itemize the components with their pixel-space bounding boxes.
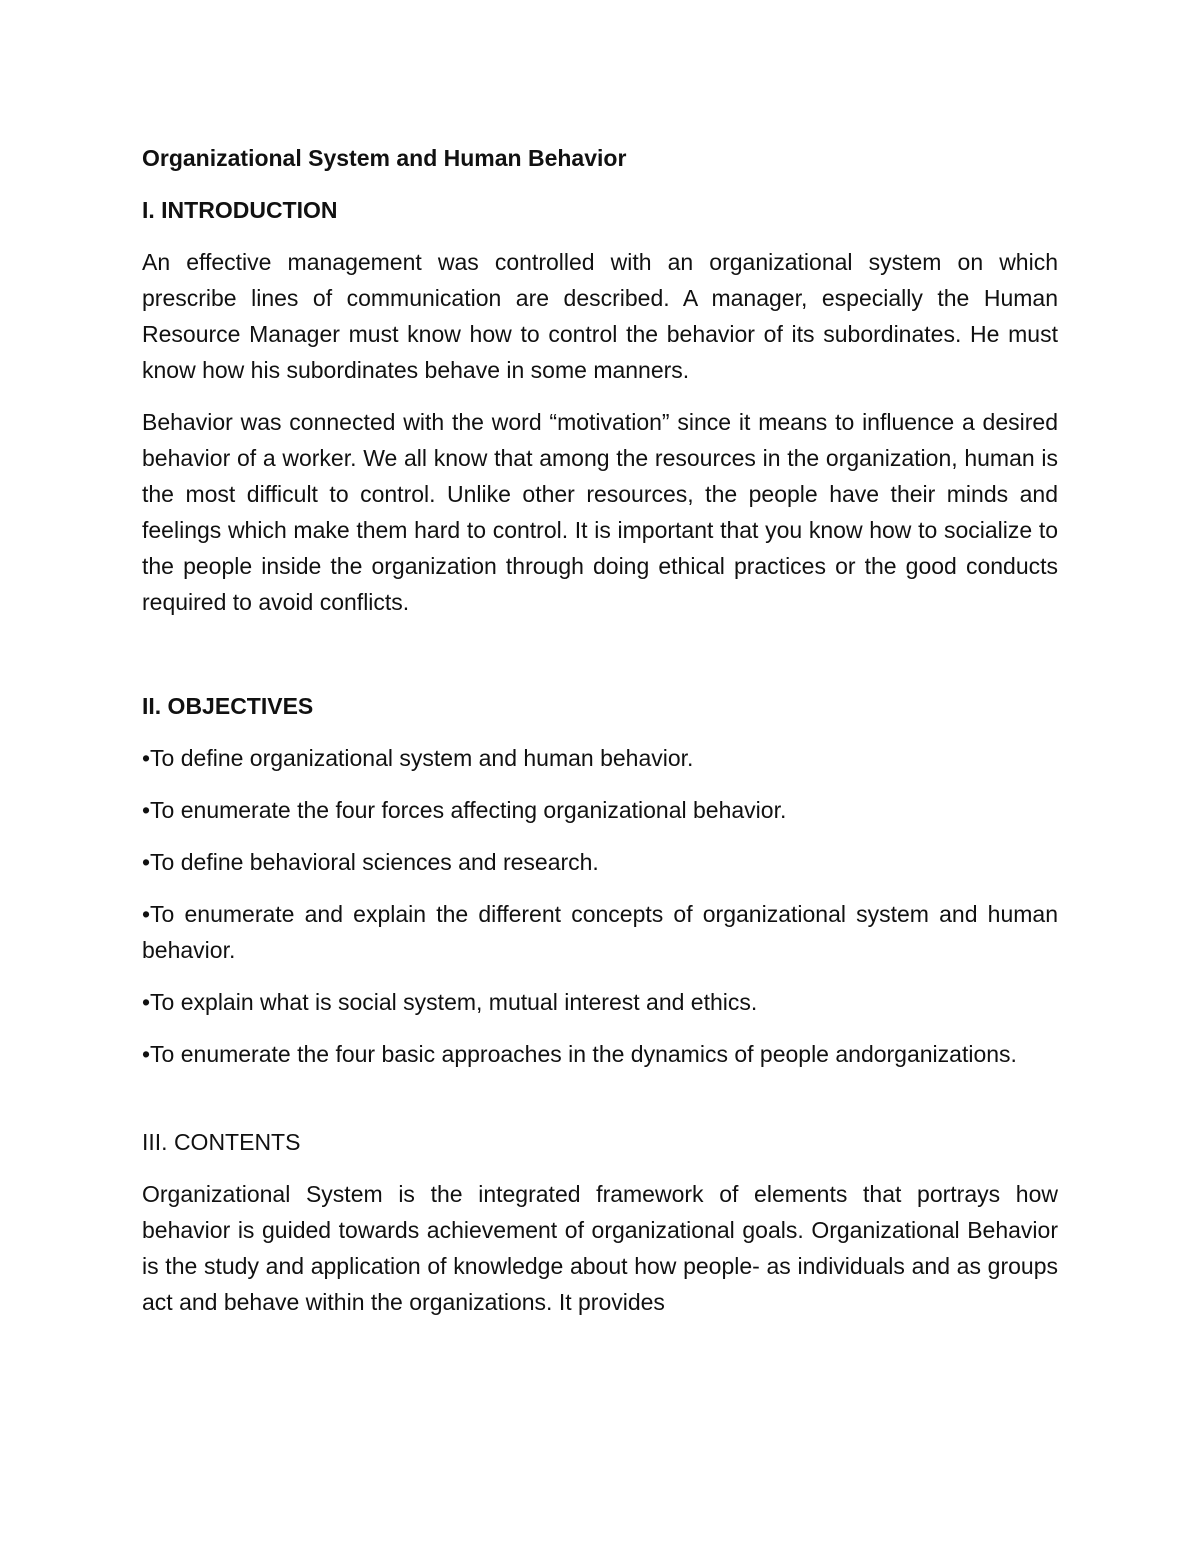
- objective-item: •To define behavioral sciences and research.: [142, 849, 599, 875]
- objective-item: •To explain what is social system, mutual interest and ethics.: [142, 989, 758, 1015]
- objective-item: •To enumerate the four forces affecting organizational behavior.: [142, 797, 787, 823]
- document-title: Organizational System and Human Behavior: [142, 145, 627, 171]
- section-spacer: [142, 636, 1058, 688]
- objective-item: •To enumerate and explain the different concepts of organizational system and human behavior.: [142, 901, 1058, 963]
- section-heading-objectives: II. OBJECTIVES: [142, 693, 314, 719]
- contents-paragraph-1: Organizational System is the integrated framework of elements that portrays how behavior is guided towards achievement of organizational goals. Organizational Behavior is the study and application of knowledge about how people- as individuals and as groups act and behave within the organizations. It provides: [142, 1181, 1058, 1315]
- section-spacer: [142, 1088, 1058, 1124]
- section-heading-introduction: I. INTRODUCTION: [142, 197, 338, 223]
- objective-item: •To enumerate the four basic approaches in the dynamics of people andorganizations.: [142, 1041, 1017, 1067]
- introduction-paragraph-2: Behavior was connected with the word “motivation” since it means to influence a desired behavior of a worker. We all know that among the resources in the organization, human is the most difficult to control. Unlike other resources, the people have their minds and feelings which make them hard to control. It is important that you know how to socialize to the people inside the organization through doing ethical practices or the good conducts required to avoid conflicts.: [142, 409, 1058, 615]
- introduction-paragraph-1: An effective management was controlled with an organizational system on which prescribe lines of communication are described. A manager, especially the Human Resource Manager must know how to control the behavior of its subordinates. He must know how his subordinates behave in some manners.: [142, 249, 1058, 383]
- section-heading-contents: III. CONTENTS: [142, 1129, 301, 1155]
- document-page: [142, 140, 1058, 1336]
- objective-item: •To define organizational system and human behavior.: [142, 745, 694, 771]
